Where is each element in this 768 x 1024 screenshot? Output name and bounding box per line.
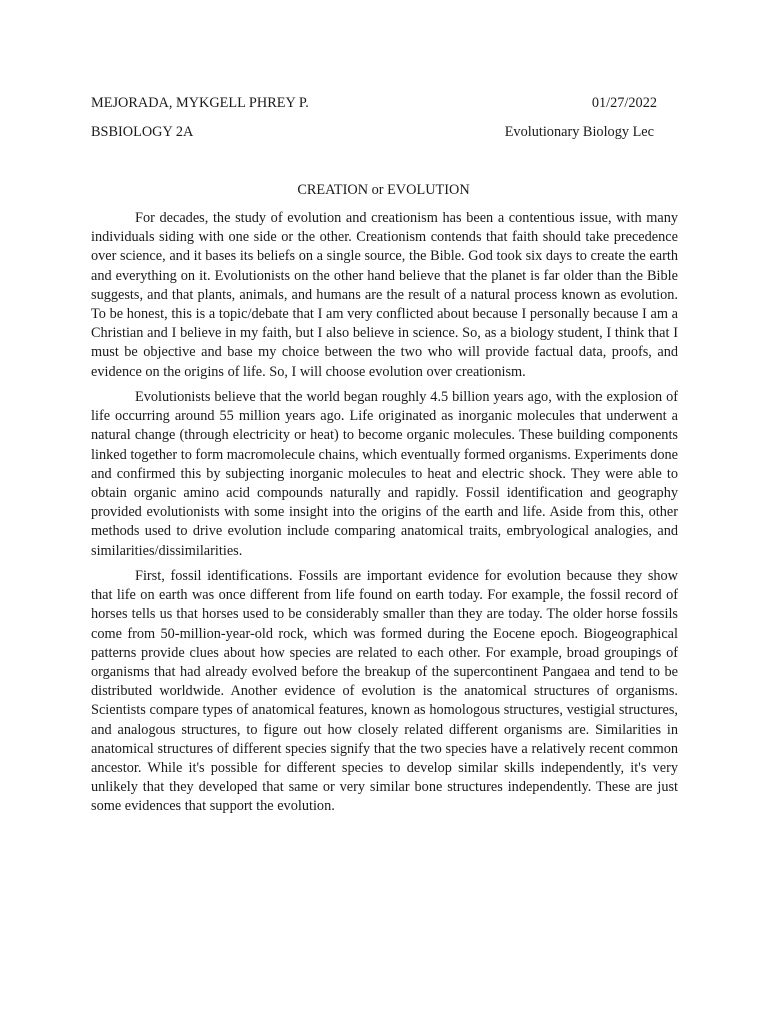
header-row-2 bbox=[91, 123, 657, 142]
subject-name: Evolutionary Biology Lec bbox=[504, 124, 654, 140]
document-title: CREATION or EVOLUTION bbox=[297, 182, 470, 198]
paragraph: First, fossil identifications. Fossils are important evidence for evolution because they show that life on earth was once different from life found on earth today. For example, the fossil record of horses tells us that horses used to be considerably smaller than they are today. The older horse fossils come from 50-million-year-old rock, which was formed during the Eocene epoch. Biogeographical patterns provide clues about how species are related to each other. For example, broad groupings of organisms that had already evolved before the breakup of the supercontinent Pangaea and tend to be distributed worldwide. Another evidence of evolution is the anatomical structures of organisms. Scientists compare types of anatomical features, known as homologous structures, vestigial structures, and analogous structures, to figure out how closely related different organisms are. Similarities in anatomical structures of different species signify that the two species have a relatively recent common ancestor. While it's possible for different species to develop similar skills independently, it's very unlikely that they developed that same or very similar bone structures independently. These are just some evidences that support the evolution. bbox=[91, 568, 678, 815]
submission-date: 01/27/2022 bbox=[591, 95, 657, 111]
course-section: BSBIOLOGY 2A bbox=[91, 124, 194, 140]
header-row-1 bbox=[91, 94, 657, 113]
paragraph: Evolutionists believe that the world began roughly 4.5 billion years ago, with the explosion of life occurring around 55 million years ago. Life originated as inorganic molecules that underwent a natural change (through electricity or heat) to become organic molecules. These building components linked together to form macromolecule chains, which eventually formed organisms. Experiments done and confirmed this by subjecting inorganic molecules to heat and electric shock. They were able to obtain organic amino acid compounds naturally and rapidly. Fossil identification and geography provided evolutionists with some insight into the origins of the earth and life. Aside from this, other methods used to drive evolution include comparing anatomical traits, embryological analogies, and similarities/dissimilarities. bbox=[91, 389, 678, 559]
student-name: MEJORADA, MYKGELL PHREY P. bbox=[91, 95, 309, 111]
document-body bbox=[91, 209, 678, 823]
paragraph: For decades, the study of evolution and creationism has been a contentious issue, with many individuals siding with one side or the other. Creationism contends that faith should take precedence over science, and it bases its beliefs on a single source, the Bible. God took six days to create the earth and everything on it. Evolutionists on the other hand believe that the planet is far older than the Bible suggests, and that plants, animals, and humans are the result of a natural process known as evolution. To be honest, this is a topic/debate that I am very conflicted about because I personally because I am a Christian and I believe in my faith, but I also believe in science. So, as a biology student, I think that I must be objective and base my choice between the two who will provide factual data, proofs, and evidence on the origins of life. So, I will choose evolution over creationism. bbox=[91, 210, 678, 380]
